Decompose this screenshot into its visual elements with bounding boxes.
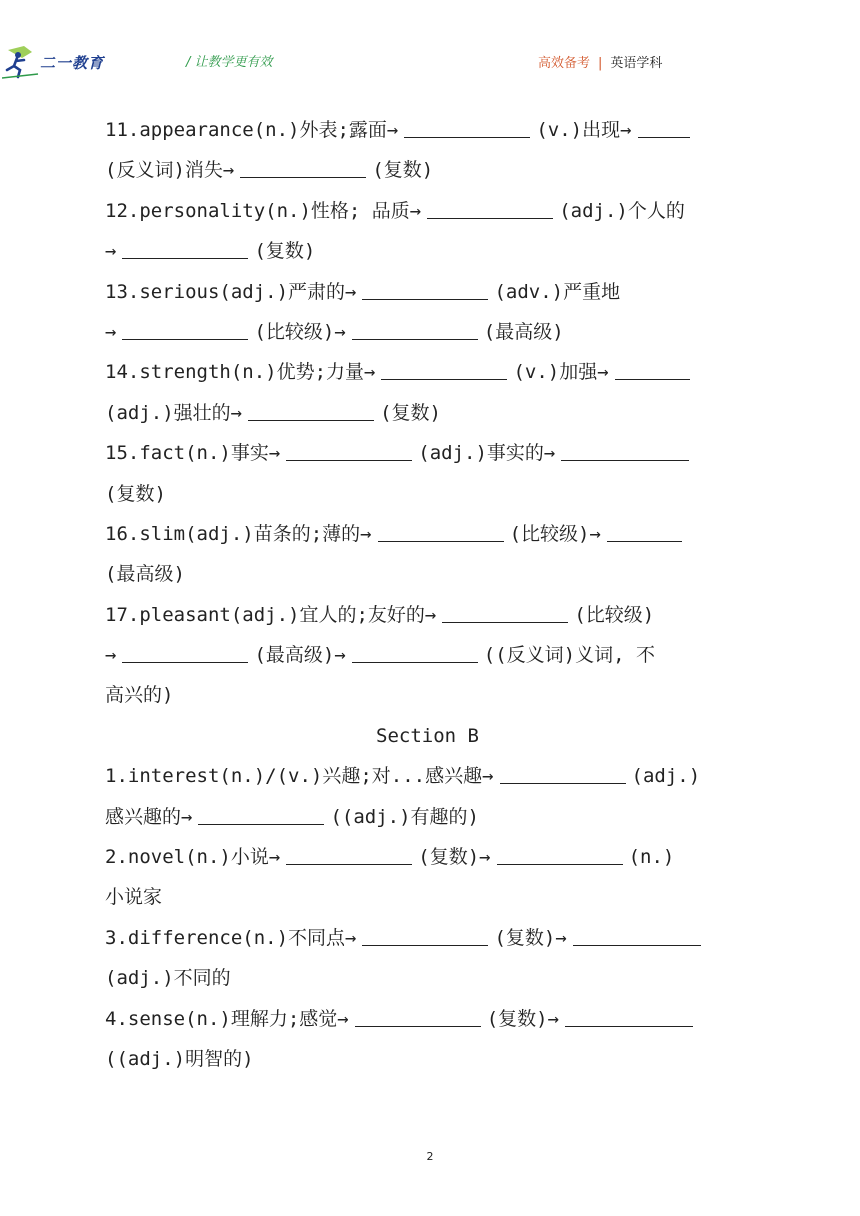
exercise-line: 感兴趣的→ ((adj.)有趣的) xyxy=(105,797,760,837)
answer-blank[interactable] xyxy=(500,759,626,784)
answer-blank[interactable] xyxy=(638,113,690,138)
exercise-line: 3.difference(n.)不同点→ (复数)→ xyxy=(105,918,760,958)
answer-blank[interactable] xyxy=(248,396,374,421)
page-header xyxy=(0,0,860,90)
exercise-line: → (比较级)→ (最高级) xyxy=(105,312,760,352)
answer-blank[interactable] xyxy=(122,638,248,663)
section-title: Section B xyxy=(376,724,479,747)
exercise-line: 17.pleasant(adj.)宜人的;友好的→ (比较级) xyxy=(105,595,760,635)
answer-blank[interactable] xyxy=(427,194,553,219)
exercise-line: 小说家 xyxy=(105,886,163,909)
tag-subject: 英语学科 xyxy=(610,56,663,71)
exercise-content xyxy=(105,110,760,1079)
logo-text: 二一教育 xyxy=(40,54,105,72)
answer-blank[interactable] xyxy=(286,436,412,461)
answer-blank[interactable] xyxy=(573,921,701,946)
exercise-line: 4.sense(n.)理解力;感觉→ (复数)→ xyxy=(105,999,760,1039)
answer-blank[interactable] xyxy=(286,840,412,865)
answer-blank[interactable] xyxy=(352,638,478,663)
answer-blank[interactable] xyxy=(122,234,248,259)
answer-blank[interactable] xyxy=(615,355,690,380)
tag-separator: | xyxy=(598,56,603,71)
answer-blank[interactable] xyxy=(497,840,623,865)
exercise-line: 15.fact(n.)事实→ (adj.)事实的→ xyxy=(105,433,760,473)
answer-blank[interactable] xyxy=(404,113,530,138)
answer-blank[interactable] xyxy=(122,315,248,340)
exercise-line: → (复数) xyxy=(105,231,760,271)
exercise-line: (最高级) xyxy=(105,563,185,586)
exercise-line: (adj.)不同的 xyxy=(105,967,231,990)
exercise-line: → (最高级)→ ((反义词)义词, 不 xyxy=(105,635,760,675)
exercise-line: 2.novel(n.)小说→ (复数)→ (n.) xyxy=(105,837,760,877)
answer-blank[interactable] xyxy=(362,921,488,946)
answer-blank[interactable] xyxy=(381,355,507,380)
answer-blank[interactable] xyxy=(607,517,682,542)
answer-blank[interactable] xyxy=(565,1002,693,1027)
subject-tags xyxy=(538,52,662,71)
exercise-line: (反义词)消失→ (复数) xyxy=(105,150,760,190)
runner-logo-icon xyxy=(2,44,42,80)
exercise-line: 16.slim(adj.)苗条的;薄的→ (比较级)→ xyxy=(105,514,760,554)
answer-blank[interactable] xyxy=(362,275,488,300)
exercise-line: 11.appearance(n.)外表;露面→ (v.)出现→ xyxy=(105,110,760,150)
answer-blank[interactable] xyxy=(240,153,366,178)
exercise-line: 14.strength(n.)优势;力量→ (v.)加强→ xyxy=(105,352,760,392)
answer-blank[interactable] xyxy=(442,598,568,623)
answer-blank[interactable] xyxy=(378,517,504,542)
exercise-line: (复数) xyxy=(105,482,166,505)
logo xyxy=(2,44,117,80)
answer-blank[interactable] xyxy=(561,436,689,461)
exercise-line: 13.serious(adj.)严肃的→ (adv.)严重地 xyxy=(105,272,760,312)
exercise-line: 12.personality(n.)性格; 品质→ (adj.)个人的 xyxy=(105,191,760,231)
slogan: / 让教学更有效 xyxy=(186,55,273,70)
answer-blank[interactable] xyxy=(352,315,478,340)
page-number: 2 xyxy=(426,1150,434,1163)
tag-exam-prep: 高效备考 xyxy=(538,56,591,71)
exercise-line: ((adj.)明智的) xyxy=(105,1047,254,1070)
exercise-line: (adj.)强壮的→ (复数) xyxy=(105,393,760,433)
exercise-line: 高兴的) xyxy=(105,684,174,707)
exercise-line: 1.interest(n.)/(v.)兴趣;对...感兴趣→ (adj.) xyxy=(105,756,760,796)
answer-blank[interactable] xyxy=(198,800,324,825)
answer-blank[interactable] xyxy=(355,1002,481,1027)
